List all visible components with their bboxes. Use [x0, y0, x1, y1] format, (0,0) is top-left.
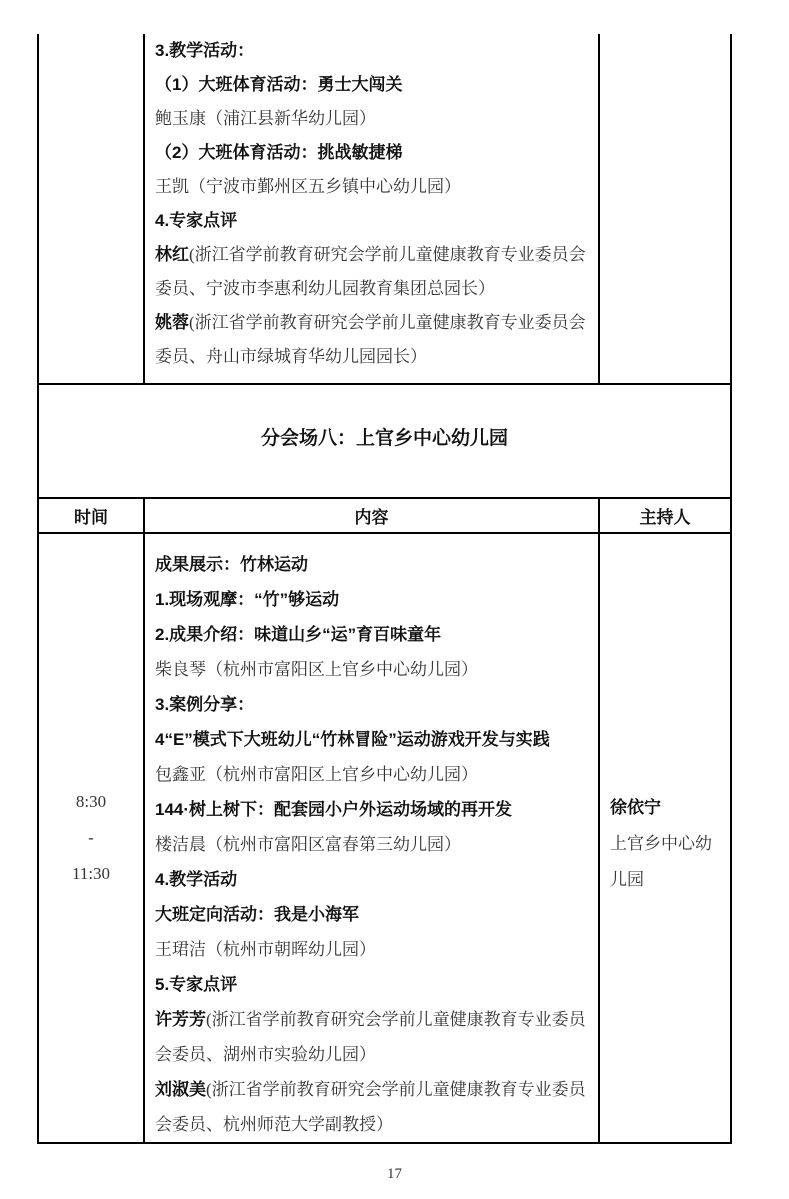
bold-text: 大班定向活动：我是小海军: [155, 905, 359, 924]
schedule-line: [155, 757, 586, 792]
schedule-line: [155, 204, 586, 238]
time-dash: -: [88, 828, 94, 847]
host-cell: [600, 534, 730, 1142]
time-end: 11:30: [71, 864, 111, 883]
content-cell: [145, 534, 600, 1142]
content-cell-continued: [145, 34, 600, 383]
schedule-line: [155, 932, 586, 967]
bold-text: 144·树上树下：配套园小户外运动场域的再开发: [155, 800, 513, 819]
schedule-line: [155, 102, 586, 136]
schedule-line: [155, 687, 586, 722]
bold-text: 1.现场观摩：“竹”够运动: [155, 590, 340, 609]
bold-text: 3.案例分享：: [155, 695, 255, 714]
section-title: 分会场八：上官乡中心幼儿园: [260, 427, 508, 449]
regular-text: 包鑫亚（杭州市富阳区上官乡中心幼儿园）: [155, 765, 478, 784]
schedule-line: [155, 68, 586, 102]
regular-text: (浙江省学前教育研究会学前儿童健康教育专业委员会委员、舟山市绿城育华幼儿园园长）: [155, 313, 586, 366]
schedule-line: [155, 827, 586, 862]
host-cell-empty: [600, 34, 730, 383]
schedule-line: [155, 1002, 586, 1072]
bold-text: （1）大班体育活动：勇士大闯关: [155, 75, 403, 94]
host-name: 徐依宁: [610, 798, 661, 817]
schedule-line: [155, 582, 586, 617]
regular-text: 柴良琴（杭州市富阳区上官乡中心幼儿园）: [155, 660, 478, 679]
schedule-line: [155, 1072, 586, 1142]
regular-text: (浙江省学前教育研究会学前儿童健康教育专业委员会委员、湖州市实验幼儿园）: [155, 1010, 586, 1064]
schedule-line: [155, 617, 586, 652]
bold-text: 成果展示：竹林运动: [155, 555, 308, 574]
bold-text: 姚蓉: [155, 313, 189, 332]
schedule-line: [155, 652, 586, 687]
bold-text: 林红: [155, 245, 189, 264]
host-organization: 上官乡中心幼儿园: [610, 834, 712, 889]
time-cell-empty: [39, 34, 145, 383]
schedule-line: [155, 238, 586, 306]
table-continued-row: [37, 34, 732, 385]
bold-text: （2）大班体育活动：挑战敏捷梯: [155, 143, 403, 162]
schedule-line: [155, 967, 586, 1002]
bold-text: 4“E”模式下大班幼儿“竹林冒险”运动游戏开发与实践: [155, 730, 550, 749]
schedule-line: [155, 792, 586, 827]
regular-text: 王凯（宁波市鄞州区五乡镇中心幼儿园）: [155, 177, 461, 196]
schedule-line: [155, 547, 586, 582]
section-title-box: [37, 385, 732, 497]
page-number: 17: [387, 1166, 402, 1182]
regular-text: (浙江省学前教育研究会学前儿童健康教育专业委员会委员、宁波市李惠利幼儿园教育集团总园长）: [155, 245, 586, 298]
schedule-line: [155, 722, 586, 757]
bold-text: 2.成果介绍：味道山乡“运”育百味童年: [155, 625, 442, 644]
schedule-line: [155, 306, 586, 374]
regular-text: 楼洁晨（杭州市富阳区富春第三幼儿园）: [155, 835, 461, 854]
schedule-line: [155, 34, 586, 68]
bold-text: 5.专家点评: [155, 975, 238, 994]
table-header-row: [37, 497, 732, 534]
column-header-host: 主持人: [639, 508, 691, 527]
bold-text: 4.教学活动: [155, 870, 238, 889]
schedule-line: [155, 170, 586, 204]
bold-text: 3.教学活动：: [155, 41, 255, 60]
bold-text: 刘淑美: [155, 1080, 206, 1099]
time-cell: [39, 534, 145, 1142]
schedule-line: [155, 897, 586, 932]
regular-text: 王珺洁（杭州市朝晖幼儿园）: [155, 940, 376, 959]
schedule-line: [155, 136, 586, 170]
column-header-time: 时间: [39, 499, 145, 532]
column-header-content: 内容: [145, 499, 600, 532]
bold-text: 许芳芳: [155, 1010, 206, 1029]
bold-text: 4.专家点评: [155, 211, 238, 230]
regular-text: (浙江省学前教育研究会学前儿童健康教育专业委员会委员、杭州师范大学副教授）: [155, 1080, 586, 1134]
schedule-line: [155, 862, 586, 897]
time-start: 8:30: [75, 792, 107, 811]
regular-text: 鲍玉康（浦江县新华幼儿园）: [155, 109, 376, 128]
table-body-row: [37, 534, 732, 1144]
